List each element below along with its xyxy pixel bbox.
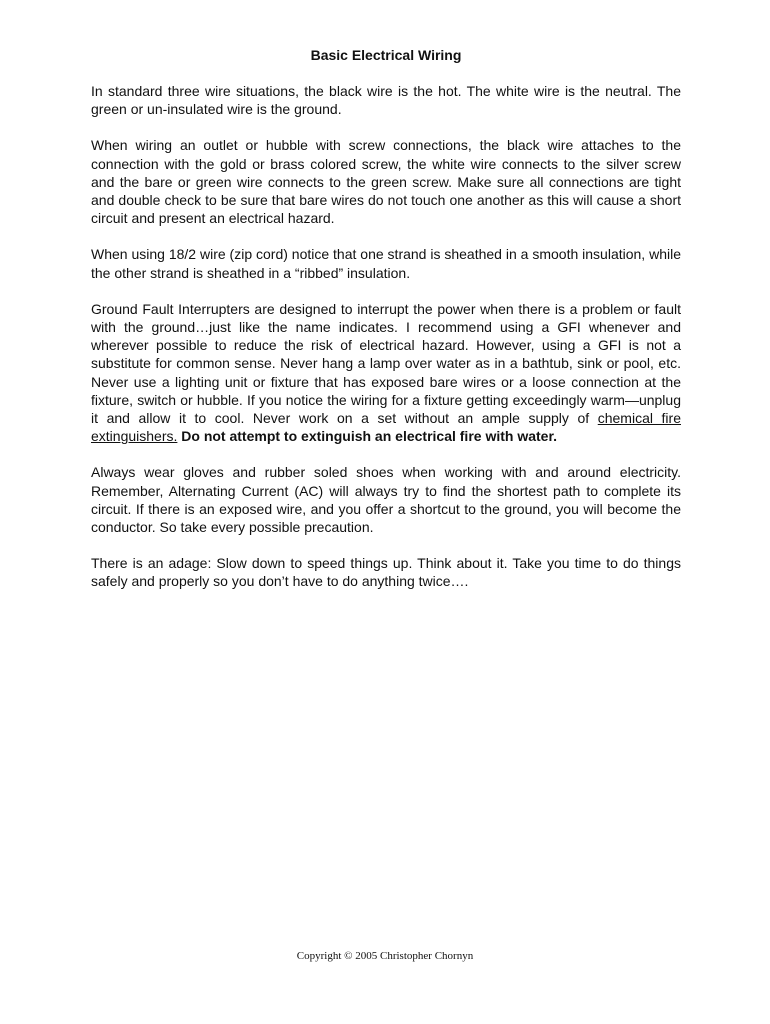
fire-extinguisher-text: chemical fire extinguishers.	[91, 410, 681, 445]
paragraph-gfi-text: Ground Fault Interrupters are designed to interrupt the power when there is a problem or fault with the ground…just like the name indicates. I recommend using a GFI whenever and wherever possible to reduce the risk of electrical hazard. However, using a GFI is not a substitute for common sense. Never hang a lamp over water as in a bathtub, sink or pool, etc. Never use a lighting unit or fixture that has exposed bare wires or a loose connection at the fixture, switch or hubble. If you notice the wiring for a fixture getting exceedingly warm—unplug it and allow it to cool. Never work on a set without an ample supply of	[91, 300, 681, 427]
document-page	[91, 46, 681, 609]
paragraph-gfi	[91, 300, 681, 446]
paragraph-zip-cord: When using 18/2 wire (zip cord) notice that one strand is sheathed in a smooth insulation, while the other strand is sheathed in a “ribbed” insulation.	[91, 246, 681, 281]
paragraph-gloves: Always wear gloves and rubber soled shoes when working with and around electricity. Remember, Alternating Current (AC) will always try to find the shortest path to complete its circuit. If there is an exposed wire, and you offer a shortcut to the ground, you will become the conductor. So take every possible precaution.	[91, 464, 681, 536]
water-warning-text: Do not attempt to extinguish an electrical fire with water.	[181, 428, 558, 445]
copyright-footer: Copyright © 2005 Christopher Chornyn	[296, 950, 474, 962]
paragraph-adage: There is an adage: Slow down to speed things up. Think about it. Take you time to do things safely and properly so you don’t have to do anything twice….	[91, 555, 681, 590]
paragraph-three-wire: In standard three wire situations, the black wire is the hot. The white wire is the neutral. The green or un-insulated wire is the ground.	[91, 83, 681, 118]
paragraph-outlet-wiring: When wiring an outlet or hubble with screw connections, the black wire attaches to the connection with the gold or brass colored screw, the white wire connects to the silver screw and the bare or green wire connects to the green screw. Make sure all connections are tight and double check to be sure that bare wires do not touch one another as this will cause a short circuit and present an electrical hazard.	[91, 137, 681, 227]
document-title: Basic Electrical Wiring	[310, 47, 462, 63]
